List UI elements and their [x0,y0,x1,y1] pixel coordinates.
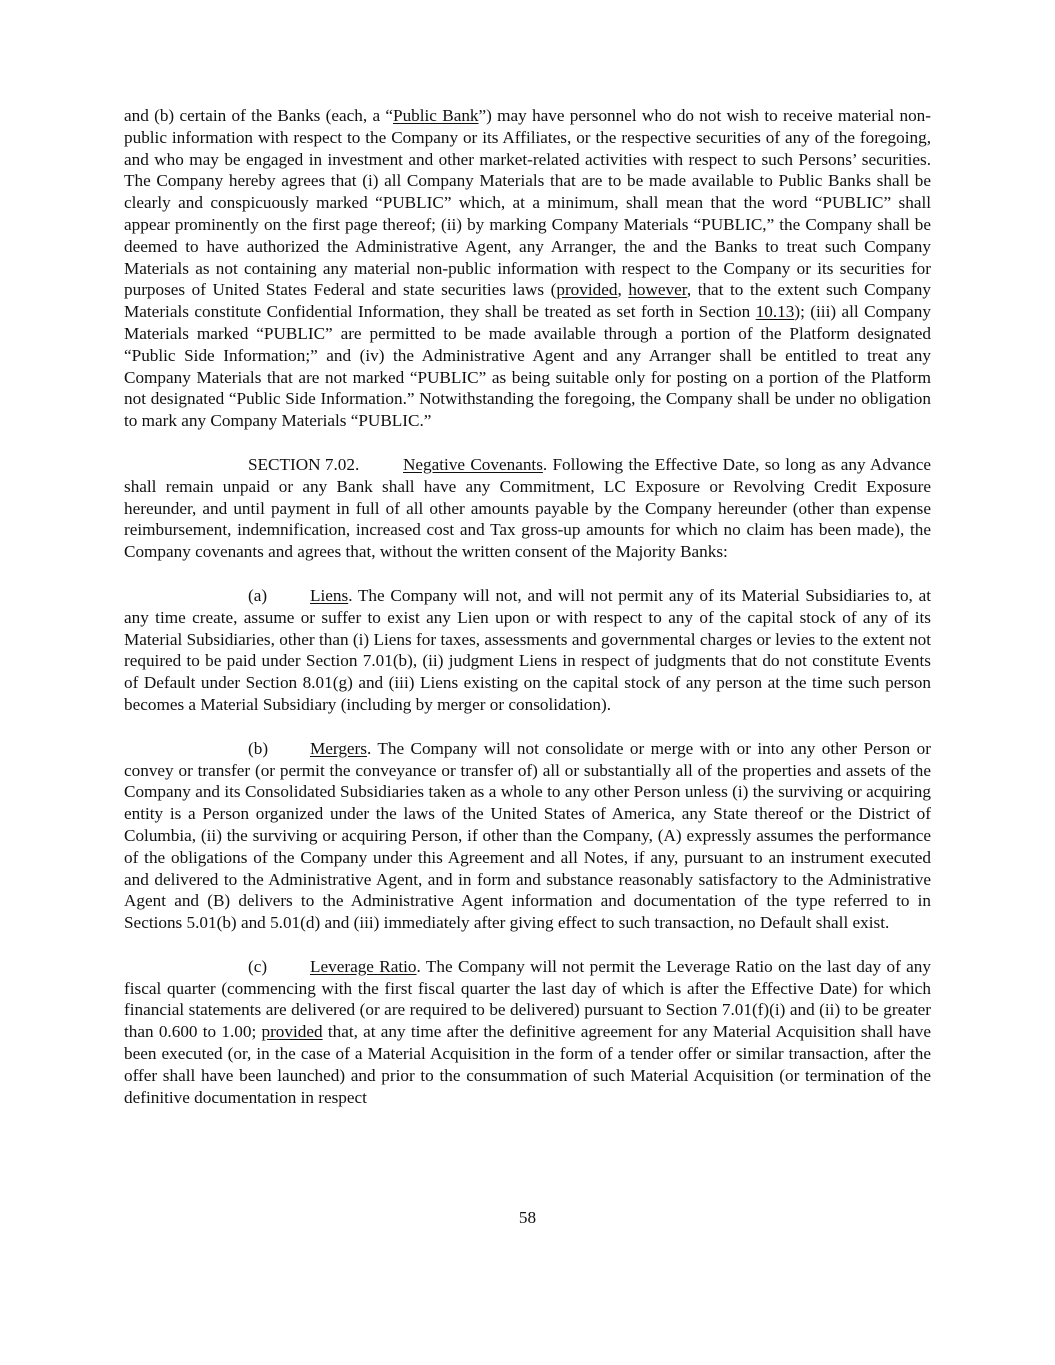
item-label: (c) [248,956,268,976]
provided-term: provided [556,280,618,300]
item-body: . The Company will not, and will not permit any of its Material Subsidiaries to, at any time create, assume or suffer to exist any Lien upon or with respect to any of the capital stock of any of its Material Subsidiaries, other than (i) Liens for taxes, assessments and governmental charges or levies to the extent not required to be paid under Section 7.01(b), (ii) judgment Liens in respect of judgments that do not constitute Events of Default under Section 8.01(g) and (iii) Liens existing on the capital stock of any person at the time such person becomes a Material Subsidiary (including by merger or consolidation). [124,585,931,714]
section-reference-link: 10.13 [755,302,795,322]
document-page [124,105,931,1108]
text-segment: , [617,280,629,300]
page-number: 58 [518,1208,537,1227]
however-term: however [628,280,687,300]
item-heading: Leverage Ratio [310,956,417,976]
section-7-02-paragraph [124,454,931,563]
item-label: (b) [248,738,269,758]
public-bank-term: Public Bank [393,106,479,125]
item-heading: Mergers [310,738,367,758]
item-label: (a) [248,585,268,605]
item-c-leverage-ratio [124,956,931,1109]
public-bank-paragraph [124,105,931,432]
item-body: . The Company will not consolidate or merge with or into any other Person or convey or transfer (or permit the conveyance or transfer of) all or substantially all of the properties and assets of the Company and its Consolidated Subsidiaries taken as a whole to any other Person unless (i) the surviving or acquiring entity is a Person organized under the laws of the United States of America, any State thereof or the District of Columbia, (ii) the surviving or acquiring Person, if other than the Company, (A) expressly assumes the performance of the obligations of the Company under this Agreement and all Notes, if any, pursuant to an instrument executed and delivered to the Administrative Agent, and in form and substance reasonably satisfactory to the Administrative Agent and (B) delivers to the Administrative Agent information and documentation of the type referred to in Sections 5.01(b) and 5.01(d) and (iii) immediately after giving effect to such transaction, no Default shall exist. [124,738,931,933]
section-heading: Negative Covenants [403,454,543,474]
text-segment: , that to the extent such Company Materials constitute Confidential Information, they shall be treated as set forth in Section [124,280,931,322]
provided-term: provided [261,1022,323,1042]
item-b-mergers [124,738,931,934]
section-body: . Following the Effective Date, so long as any Advance shall remain unpaid or any Bank shall have any Commitment, LC Exposure or Revolving Credit Exposure hereunder, and until payment in full of all other amounts payable by the Company hereunder (other than expense reimbursement, indemnification, increased cost and Tax gross-up amounts for which no claim has been made), the Company covenants and agrees that, without the written consent of the Majority Banks: [124,454,931,562]
section-number: SECTION 7.02. [248,454,360,474]
text-segment: ”) may have personnel who do not wish to receive material non-public information with respect to the Company or its Affiliates, or the respective securities of any of the foregoing, and who may be engaged in investment and other market-related activities with respect to such Persons’ securities. The Company hereby agrees that (i) all Company Materials that are to be made available to Public Banks shall be clearly and conspicuously marked “PUBLIC” which, at a minimum, shall mean that the word “PUBLIC” shall appear prominently on the first page thereof; (ii) by marking Company Materials “PUBLIC,” the Company shall be deemed to have authorized the Administrative Agent, any Arranger, the and the Banks to treat such Company Materials as not containing any material non-public information with respect to the Company or its securities for purposes of United States Federal and state securities laws ( [124,106,931,300]
text-segment: ); (iii) all Company Materials marked “PUBLIC” are permitted to be made available through a portion of the Platform designated “Public Side Information;” and (iv) the Administrative Agent and any Arranger shall be entitled to treat any Company Materials that are not marked “PUBLIC” as being suitable only for posting on a portion of the Platform not designated “Public Side Information.” Notwithstanding the foregoing, the Company shall be under no obligation to mark any Company Materials “PUBLIC.” [124,302,931,431]
item-body: that, at any time after the definitive agreement for any Material Acquisition shall have been executed (or, in the case of a Material Acquisition in the form of a tender offer or similar transaction, after the offer shall have been launched) and prior to the consummation of such Material Acquisition (or termination of the definitive documentation in respect [124,1022,931,1107]
item-body: . The Company will not permit the Leverage Ratio on the last day of any fiscal quarter (commencing with the first fiscal quarter the last day of which is after the Effective Date) for which financial statements are delivered (or are required to be delivered) pursuant to Section 7.01(f)(i) and (ii) to be greater than 0.600 to 1.00; [124,956,931,1042]
item-a-liens [124,585,931,716]
text-segment: and (b) certain of the Banks (each, a “ [124,106,394,125]
item-heading: Liens [310,585,349,605]
